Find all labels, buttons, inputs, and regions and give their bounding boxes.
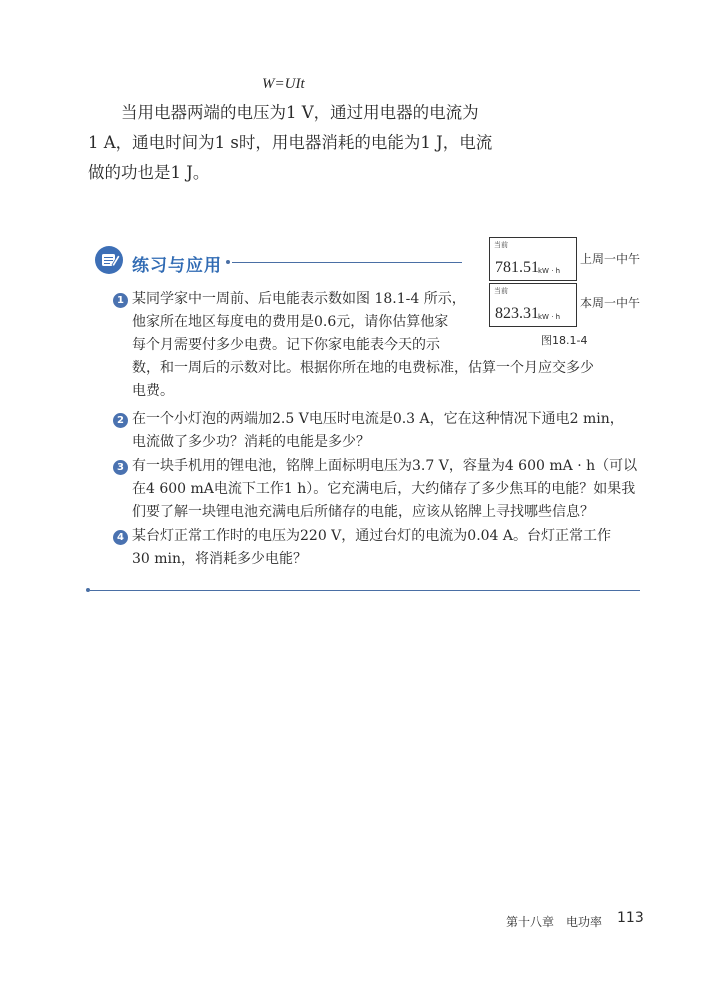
meter-tag: 本周一中午	[580, 296, 641, 310]
intro-paragraph	[88, 98, 498, 188]
question-line: 们要了解一块锂电池充满电后所储存的电能，应该从铭牌上寻找哪些信息？	[132, 504, 594, 520]
question-text	[132, 357, 632, 403]
meter-label: 当前	[494, 287, 508, 295]
question-line: 某同学家中一周前、后电能表示数如图 18.1-4 所示，	[132, 291, 466, 307]
section-title: 练习与应用	[132, 256, 222, 276]
question-line: 他家所在地区每度电的费用是0.6元，请你估算他家	[132, 314, 449, 330]
question-line: 电流做了多少功？消耗的电能是多少？	[132, 434, 370, 450]
question-text	[132, 525, 640, 571]
section-rule-dot	[226, 260, 230, 264]
meter-unit: kW · h	[538, 313, 561, 321]
intro-line: 当用电器两端的电压为1 V，通过用电器的电流为	[121, 103, 479, 122]
intro-line: 1 A，通电时间为1 s时，用电器消耗的电能为1 J，电流	[88, 133, 493, 152]
meter-tag: 上周一中午	[580, 252, 641, 266]
intro-line: 做的功也是1 J。	[88, 163, 210, 182]
question-line: 某台灯正常工作时的电压为220 V，通过台灯的电流为0.04 A。台灯正常工作	[132, 528, 612, 544]
question-number: 4	[113, 530, 128, 545]
question-line: 有一块手机用的锂电池，铭牌上面标明电压为3.7 V，容量为4 600 mA · h（可以	[132, 458, 638, 474]
meter-unit: kW · h	[538, 267, 561, 275]
meter-this-week	[489, 283, 577, 327]
question-number: 2	[113, 413, 128, 428]
figure-caption: 图18.1-4	[541, 334, 588, 347]
pencil-hand-icon	[94, 245, 124, 275]
question-line: 30 min，将消耗多少电能？	[132, 551, 308, 567]
question-line: 电费。	[132, 383, 174, 399]
meter-value: 781.51	[495, 259, 539, 276]
page-number: 113	[617, 910, 644, 926]
question-text	[132, 408, 640, 454]
meter-value: 823.31	[495, 305, 539, 322]
meter-last-week	[489, 237, 577, 281]
section-end-rule	[90, 590, 640, 591]
question-text	[132, 455, 640, 524]
question-line: 在4 600 mA电流下工作1 h）。它充满电后，大约储存了多少焦耳的电能？如果我	[132, 481, 636, 497]
question-line: 在一个小灯泡的两端加2.5 V电压时电流是0.3 A，它在这种情况下通电2 min，	[132, 411, 624, 427]
question-text	[132, 288, 480, 357]
footer-chapter: 第十八章 电功率	[506, 915, 603, 929]
question-line: 每个月需要付多少电费。记下你家电能表今天的示	[132, 337, 440, 353]
meter-label: 当前	[494, 241, 508, 249]
question-number: 1	[113, 293, 128, 308]
section-rule	[232, 262, 462, 263]
question-line: 数，和一周后的示数对比。根据你所在地的电费标准，估算一个月应交多少	[132, 360, 594, 376]
question-number: 3	[113, 460, 128, 475]
formula: W=UIt	[262, 76, 305, 92]
